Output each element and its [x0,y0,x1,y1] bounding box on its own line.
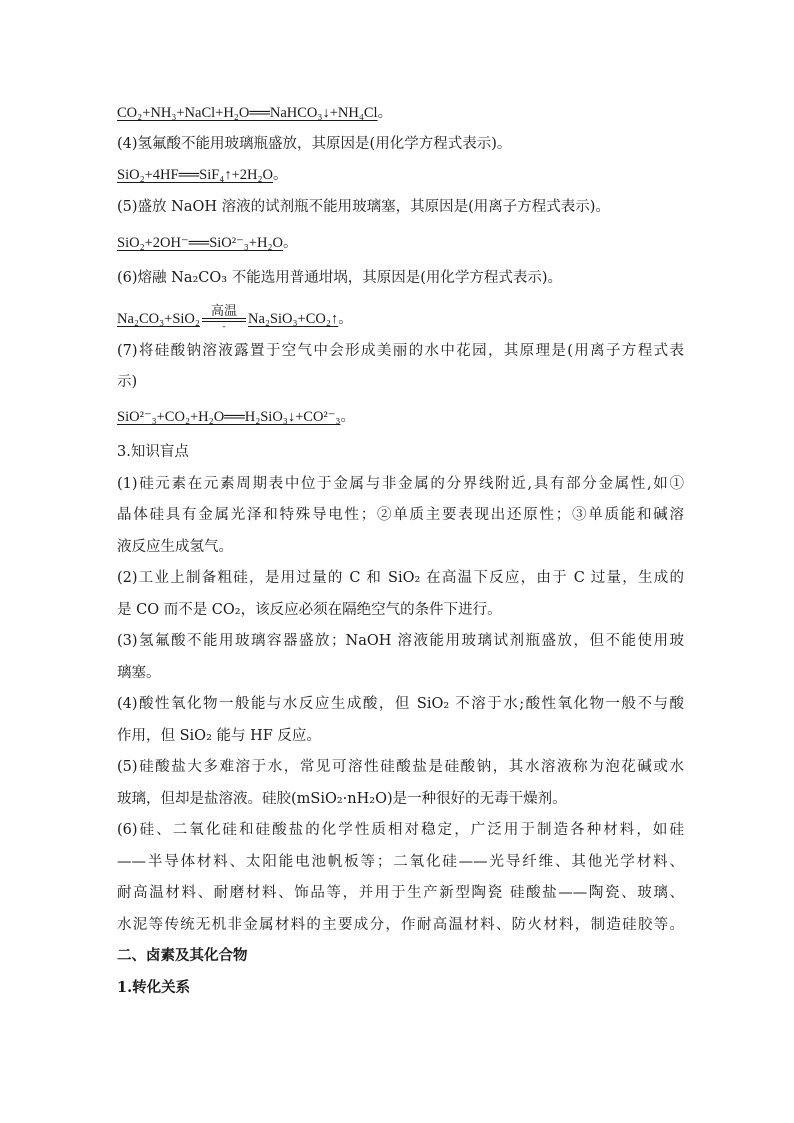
knowledge-6-line-4: 水泥等传统无机非金属材料的主要成分，作耐高温材料、防火材料，制造硅胶等。 [117,917,684,933]
period: 。 [283,235,298,251]
condition-bottom: - [222,321,226,331]
question-7-line-2: 示) [117,374,138,390]
answer-equation-3 [117,103,684,123]
period: 。 [338,311,353,327]
equation-text: CO₂+NH₃+NaCl+H₂O══NaHCO₃↓+NH₄Cl [117,105,378,121]
knowledge-5-line-2: 玻璃，但却是盐溶液。硅胶(mSiO₂·nH₂O)是一种很好的无毒干燥剂。 [117,791,567,807]
period: 。 [273,167,288,183]
answer-equation-5 [117,233,684,253]
question-5: (5)盛放 NaOH 溶液的试剂瓶不能用玻璃塞，其原因是(用离子方程式表示)。 [117,199,610,215]
question-6: (6)熔融 Na₂CO₃ 不能选用普通坩埚，其原因是(用化学方程式表示)。 [117,270,563,286]
condition-high-temperature: 高温 [210,303,237,318]
knowledge-2-line-2: 是 CO 而不是 CO₂，该反应必须在隔绝空气的条件下进行。 [117,602,502,618]
knowledge-1-line-3: 液反应生成氢气。 [117,539,233,555]
question-7-line-1: (7)将硅酸钠溶液露置于空气中会形成美丽的水中花园，其原理是(用离子方程式表 [117,343,684,359]
knowledge-6-line-3: 耐高温材料、耐磨材料、饰品等，并用于生产新型陶瓷 硅酸盐——陶瓷、玻璃、 [117,885,684,901]
knowledge-3-line-2: 璃塞。 [117,665,161,681]
knowledge-1-line-1: (1)硅元素在元素周期表中位于金属与非金属的分界线附近,具有部分金属性,如① [117,476,684,492]
knowledge-4-line-2: 作用，但 SiO₂ 能与 HF 反应。 [117,728,321,744]
knowledge-3-line-1: (3)氢氟酸不能用玻璃容器盛放；NaOH 溶液能用玻璃试剂瓶盛放，但不能使用玻 [117,633,684,649]
knowledge-5-line-1: (5)硅酸盐大多难溶于水，常见可溶性硅酸盐是硅酸钠，其水溶液称为泡花碱或水 [117,759,684,775]
knowledge-4-line-1: (4)酸性氧化物一般能与水反应生成酸，但 SiO₂ 不溶于水;酸性氧化物一般不与酸 [117,696,684,712]
knowledge-6-line-1: (6)硅、二氧化硅和硅酸盐的化学性质相对稳定，广泛用于制造各种材料，如硅 [117,822,684,838]
knowledge-2-line-1: (2)工业上制备粗硅，是用过量的 C 和 SiO₂ 在高温下反应，由于 C 过量，生成的 [117,570,684,586]
knowledge-6-line-2: ——半导体材料、太阳能电池帆板等；二氧化硅——光导纤维、其他光学材料、 [117,854,684,870]
equation-text: SiO₂+2OH⁻══SiO²⁻₃+H₂O [117,235,283,251]
equation-text: SiO₂+4HF══SiF₄↑+2H₂O [117,167,274,183]
question-4: (4)氢氟酸不能用玻璃瓶盛放，其原因是(用化学方程式表示)。 [117,136,512,152]
answer-equation-7 [117,407,684,427]
section-3-heading: 3.知识盲点 [117,444,189,460]
knowledge-1-line-2: 晶体硅具有金属光泽和特殊导电性；②单质主要表现出还原性；③单质能和碱溶 [117,507,684,523]
equation-text: SiO²⁻₃+CO₂+H₂O══H₂SiO₃↓+CO²⁻₃ [117,409,341,425]
answer-equation-4 [117,165,684,185]
period: 。 [377,105,393,121]
reaction-condition [202,304,246,331]
section-heading-halogens: 二、卤素及其化合物 [117,947,248,964]
answer-equation-6 [117,304,684,331]
subsection-heading-transformation: 1.转化关系 [117,979,191,996]
equation-right: Na₂SiO₃+CO₂↑ [247,311,339,327]
equation-left: Na₂CO₃+SiO₂ [117,311,200,327]
period: 。 [340,409,355,425]
